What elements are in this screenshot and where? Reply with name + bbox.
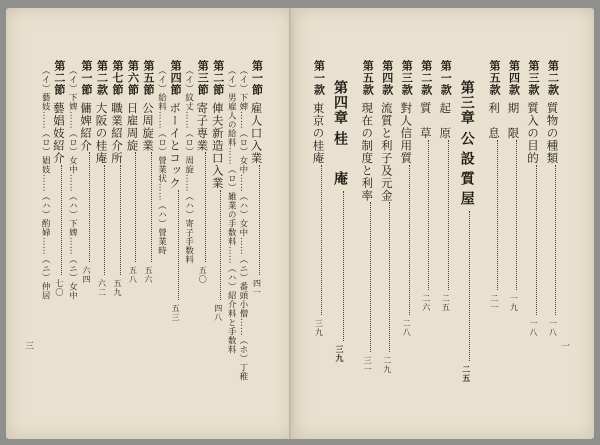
toc-entry-title: 對人信用質: [399, 102, 414, 165]
toc-page-number: 二五: [461, 365, 472, 383]
toc-page-number: 四一: [252, 278, 262, 297]
dot-leader: [199, 152, 206, 262]
toc-entry-label: 第二節: [52, 60, 66, 96]
dot-leader: [364, 202, 371, 352]
page-number: 三: [23, 341, 33, 350]
toc-entry-label: 第二節: [211, 60, 225, 96]
toc-entry: [94, 60, 110, 297]
toc-entry-title: 流質と利子及元金: [379, 102, 394, 202]
toc-entry-title: 東京の桂庵: [311, 102, 326, 165]
toc-entry-title: 寄子専業: [195, 102, 210, 152]
toc-entry-title: 質入の目的: [526, 102, 540, 165]
toc-page-number: 一八: [548, 318, 558, 337]
toc-subentry: [183, 66, 195, 264]
dot-leader: [315, 165, 322, 315]
toc-entry-label: 第五款: [488, 60, 501, 96]
dot-leader: [337, 191, 344, 341]
toc-page-number: 三九: [335, 345, 345, 363]
dot-leader: [83, 152, 90, 262]
toc-entry: [109, 60, 125, 297]
toc-entry: [437, 60, 453, 312]
dot-leader: [442, 140, 449, 290]
toc-page-number: 六二: [97, 278, 107, 297]
toc-page-number: 三九: [314, 318, 324, 337]
toc-entry: [398, 60, 414, 337]
toc-entry-title: 公設質屋: [458, 131, 475, 211]
toc-entry-label: 第四節: [169, 60, 183, 96]
toc-entry-title: 藝娼妓紹介: [51, 102, 66, 165]
toc-entry: [525, 60, 541, 337]
toc-entry-title: 傭婢紹介: [79, 102, 93, 152]
dot-leader: [383, 202, 390, 352]
toc-page-number: 六四: [82, 266, 91, 284]
toc-entry-title: 質物の種類: [545, 102, 560, 165]
toc-page-number: 一九: [509, 293, 519, 312]
toc-subentry: [156, 66, 168, 255]
toc-entry: [125, 60, 141, 284]
dot-leader: [172, 190, 179, 300]
toc-entry-label: 第一節: [250, 60, 264, 96]
toc-entry-title: 利 息: [487, 102, 501, 140]
toc-entry: [506, 60, 522, 312]
toc-subentry-text: （イ）男雇人の給料……（ロ）雑業の手数料……（ハ）紹介料と手数料: [226, 66, 237, 354]
toc-entry-title: 現在の制度と利率: [360, 102, 375, 202]
toc-chapter: [330, 80, 350, 363]
toc-entry-label: 第二款: [546, 60, 560, 96]
toc-entry-title: 職業紹介所: [110, 102, 124, 165]
toc-page-number: 四八: [213, 303, 223, 322]
toc-page-number: 二五: [441, 293, 451, 312]
dot-leader: [114, 165, 121, 275]
toc-subentry-text: （イ）下婢……（ロ）女中……（ハ）下婢……（ニ）女中: [67, 66, 78, 300]
toc-entry-label: 第三款: [400, 60, 414, 96]
toc-entry: [359, 60, 375, 374]
toc-entry: [311, 60, 327, 337]
toc-subentry: [66, 66, 78, 300]
toc-entry-title: ボーイとコック: [168, 102, 183, 190]
toc-page-number: 五三: [171, 303, 181, 322]
toc-entry-label: 第四款: [380, 60, 394, 96]
right-page: [294, 8, 594, 439]
toc-entry-title: 起 原: [438, 102, 453, 140]
toc-entry: [210, 60, 226, 322]
toc-page-number: 三一: [363, 356, 373, 374]
toc-page-number: 二九: [382, 356, 392, 374]
dot-leader: [510, 140, 517, 290]
toc-subentry: [237, 66, 249, 381]
toc-entry-label: 第五款: [361, 60, 375, 96]
toc-subentry-text: （イ）給料……（ロ）營業状……（ハ）營業時: [156, 66, 167, 255]
toc-page-number: 五六: [144, 266, 153, 284]
dot-leader: [530, 165, 537, 315]
toc-subentry: [39, 66, 51, 300]
toc-entry: [140, 60, 156, 284]
toc-subentry-text: （イ）下婢……（ロ）女中……（ハ）女中……（ニ）番頭小僧……（ホ）丁稚: [237, 66, 248, 381]
toc-entry-title: 期 限: [506, 102, 521, 140]
toc-page-number: 七〇: [54, 278, 64, 297]
dot-leader: [214, 190, 221, 300]
toc-entry-label: 第四款: [507, 60, 521, 96]
toc-entry-label: 第二款: [95, 60, 109, 96]
toc-entry-label: 第一節: [80, 60, 93, 96]
dot-leader: [403, 165, 410, 315]
toc-entry-title: 雇人口入業: [249, 102, 264, 165]
toc-entry: [78, 60, 94, 284]
dot-leader: [129, 152, 136, 262]
toc-entry-label: 第五節: [142, 60, 155, 96]
toc-subentry-text: （イ）紋丈……（ロ）周旋……（ハ）寄子手数料: [183, 66, 194, 264]
dot-leader: [55, 165, 62, 275]
toc-entry: [51, 60, 67, 297]
dot-leader: [145, 152, 152, 262]
toc-entry-title: 大阪の桂庵: [94, 102, 109, 165]
toc-page-number: 五〇: [198, 266, 208, 284]
toc-entry-label: 第三節: [196, 60, 210, 96]
toc-page-number: 二一: [490, 293, 499, 312]
toc-entry-label: 第三章: [458, 80, 475, 125]
toc-page-number: 五九: [113, 278, 122, 297]
dot-leader: [491, 140, 498, 290]
toc-entry: [486, 60, 502, 312]
toc-entry: [194, 60, 210, 284]
toc-page-number: 一八: [529, 318, 538, 337]
toc-entry-label: 第七節: [111, 60, 124, 96]
dot-leader: [253, 165, 260, 275]
toc-entry-title: 質 草: [418, 102, 433, 140]
toc-entry-label: 第一款: [439, 60, 453, 96]
toc-entry-label: 第三款: [527, 60, 540, 96]
toc-entry-title: 桂 庵: [332, 131, 348, 191]
toc-subentry: [225, 66, 237, 354]
toc-entry: [545, 60, 561, 337]
toc-page-number: 五八: [128, 266, 138, 284]
toc-entry-label: 第二款: [419, 60, 433, 96]
dot-leader: [98, 165, 105, 275]
left-page: [6, 8, 292, 439]
dot-leader: [549, 165, 556, 315]
toc-entry: [418, 60, 434, 312]
page-number: 一: [559, 341, 569, 350]
dot-leader: [422, 140, 429, 290]
toc-entry-label: 第四章: [332, 80, 348, 125]
toc-entry-title: 俥夫新造口入業: [210, 102, 225, 190]
toc-page-number: 二六: [421, 293, 431, 312]
toc-entry: [167, 60, 183, 322]
toc-entry-title: 日雇周旋: [125, 102, 140, 152]
toc-subentry-text: （イ）藝妓……（ロ）娼妓……（ハ）酌婦……（ニ）仲居: [40, 66, 51, 300]
toc-chapter: [457, 80, 477, 383]
toc-entry-label: 第六節: [126, 60, 140, 96]
dot-leader: [463, 211, 470, 361]
toc-entry: [249, 60, 265, 297]
toc-page-number: 二八: [402, 318, 412, 337]
toc-entry: [379, 60, 395, 374]
toc-entry-label: 第一款: [312, 60, 326, 96]
toc-entry-title: 公周旋業: [141, 102, 155, 152]
